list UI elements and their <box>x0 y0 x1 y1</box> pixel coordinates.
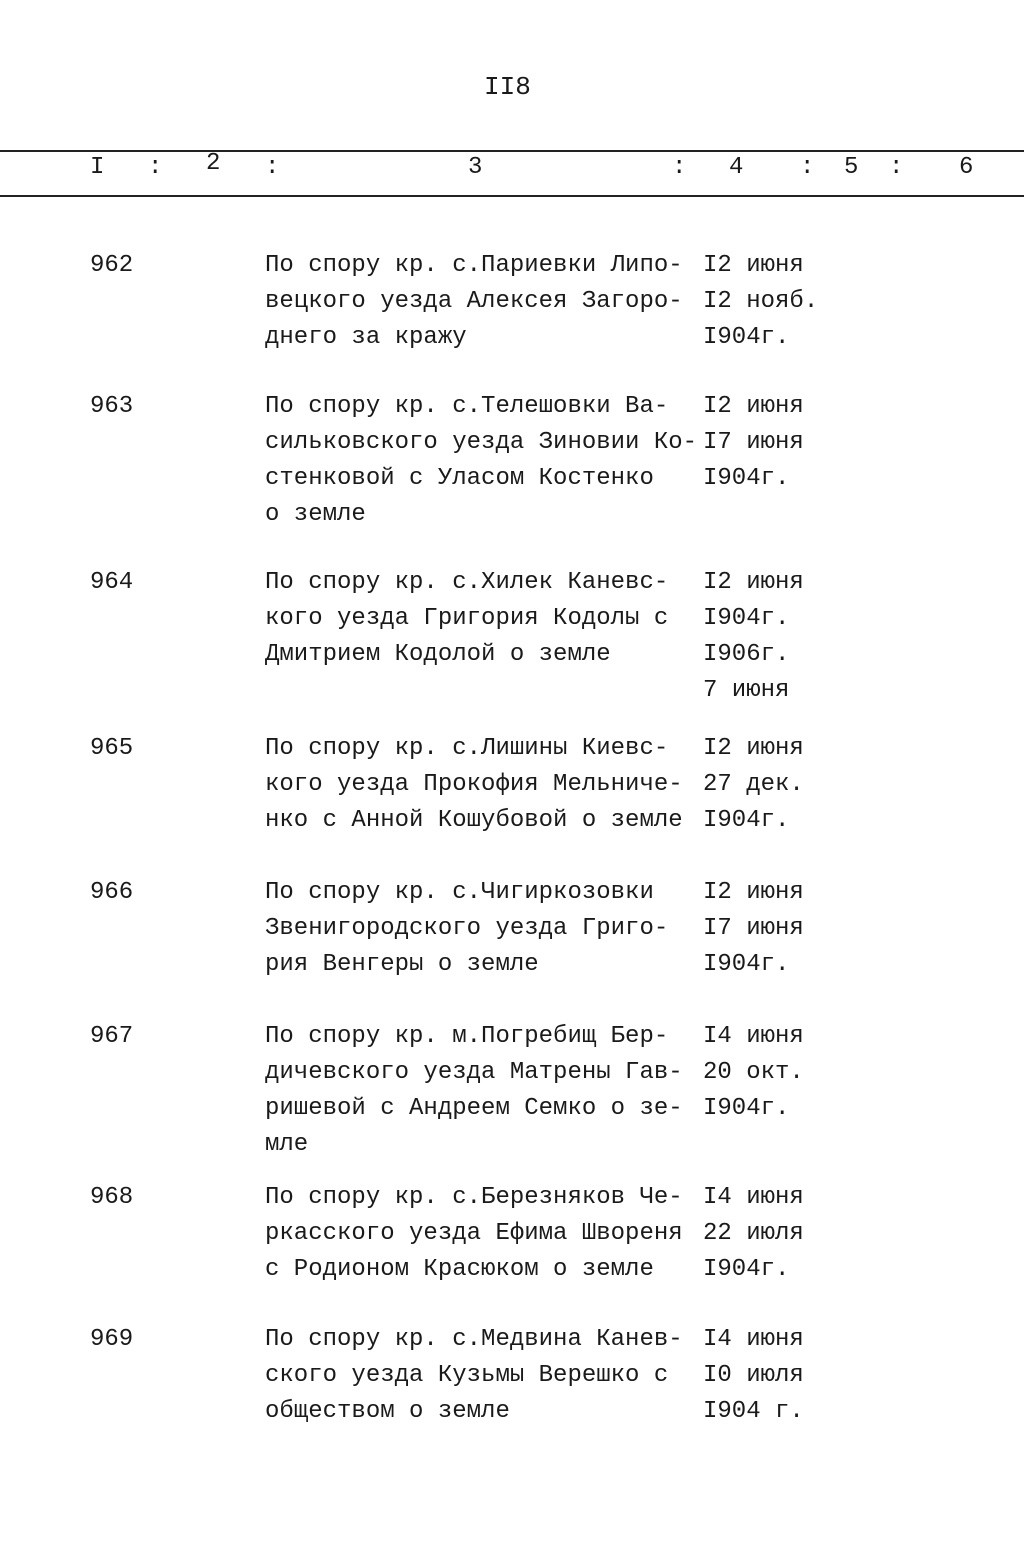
description-line: кого уезда Григория Кодолы с <box>265 605 669 632</box>
entry-description <box>265 248 683 356</box>
description-line: По спору кр. с.Чигиркозовки <box>265 879 654 906</box>
entry-description <box>265 1322 683 1430</box>
entry-dates <box>703 1180 804 1288</box>
description-line: По спору кр. с.Березняков Че- <box>265 1184 683 1211</box>
date-line: I904г. <box>703 465 790 492</box>
col-2-label: 2 <box>206 150 221 177</box>
entry-description <box>265 565 668 673</box>
entry-number: 962 <box>90 252 134 279</box>
description-line: Звенигородского уезда Григо- <box>265 915 669 942</box>
description-line: ришевой с Андреем Семко о зе- <box>265 1095 683 1122</box>
entry-number: 968 <box>90 1184 134 1211</box>
date-line: 22 июля <box>703 1220 804 1247</box>
entry-number: 963 <box>90 393 134 420</box>
description-line: нко с Анной Кошубовой о земле <box>265 807 683 834</box>
date-line: I904г. <box>703 605 790 632</box>
date-line: I904г. <box>703 324 790 351</box>
entry-number: 964 <box>90 569 134 596</box>
description-line: Дмитрием Кодолой о земле <box>265 641 611 668</box>
entry-number: 969 <box>90 1326 134 1353</box>
description-line: дичевского уезда Матрены Гав- <box>265 1059 683 1086</box>
entry-number: 967 <box>90 1023 134 1050</box>
col-3-label: 3 <box>468 154 483 181</box>
col-separator: : <box>672 154 687 181</box>
entry-dates <box>703 1322 804 1430</box>
entry-dates <box>703 565 804 709</box>
description-line: По спору кр. с.Телешовки Ва- <box>265 393 669 420</box>
date-line: I2 июня <box>703 393 804 420</box>
col-1-label: I <box>90 154 105 181</box>
entry-description <box>265 731 683 839</box>
date-line: 27 дек. <box>703 771 804 798</box>
date-line: I4 июня <box>703 1023 804 1050</box>
entry-dates <box>703 389 804 497</box>
date-line: I904г. <box>703 951 790 978</box>
entry-description <box>265 1019 683 1163</box>
description-line: По спору кр. с.Медвина Канев- <box>265 1326 683 1353</box>
entry-dates <box>703 248 818 356</box>
date-line: I904 г. <box>703 1398 804 1425</box>
description-line: ркасского уезда Ефима Швореня <box>265 1220 683 1247</box>
col-separator: : <box>265 154 280 181</box>
date-line: I2 июня <box>703 735 804 762</box>
date-line: I904г. <box>703 1256 790 1283</box>
date-line: I2 нояб. <box>703 288 819 315</box>
description-line: с Родионом Красюком о земле <box>265 1256 654 1283</box>
description-line: о земле <box>265 501 366 528</box>
date-line: I4 июня <box>703 1184 804 1211</box>
description-line: вецкого уезда Алексея Загоро- <box>265 288 683 315</box>
description-line: обществом о земле <box>265 1398 510 1425</box>
date-line: I7 июня <box>703 429 804 456</box>
description-line: ского уезда Кузьмы Верешко с <box>265 1362 669 1389</box>
date-line: 20 окт. <box>703 1059 804 1086</box>
description-line: По спору кр. м.Погребищ Бер- <box>265 1023 669 1050</box>
description-line: стенковой с Уласом Костенко <box>265 465 654 492</box>
entry-description <box>265 1180 683 1288</box>
header-top-rule <box>0 150 1024 152</box>
date-line: I2 июня <box>703 569 804 596</box>
date-line: I2 июня <box>703 879 804 906</box>
entry-dates <box>703 731 804 839</box>
description-line: По спору кр. с.Хилек Каневс- <box>265 569 669 596</box>
col-4-label: 4 <box>729 154 744 181</box>
entry-number: 966 <box>90 879 134 906</box>
date-line: 7 июня <box>703 677 790 704</box>
col-separator: : <box>148 154 163 181</box>
col-5-label: 5 <box>844 154 859 181</box>
date-line: I2 июня <box>703 252 804 279</box>
description-line: мле <box>265 1131 309 1158</box>
description-line: По спору кр. с.Лишины Киевс- <box>265 735 669 762</box>
entry-description <box>265 389 697 533</box>
entry-description <box>265 875 668 983</box>
date-line: I4 июня <box>703 1326 804 1353</box>
header-bottom-rule <box>0 195 1024 197</box>
col-separator: : <box>800 154 815 181</box>
entry-number: 965 <box>90 735 134 762</box>
col-6-label: 6 <box>959 154 974 181</box>
date-line: I904г. <box>703 1095 790 1122</box>
description-line: днего за кражу <box>265 324 467 351</box>
date-line: I0 июля <box>703 1362 804 1389</box>
description-line: кого уезда Прокофия Мельниче- <box>265 771 683 798</box>
date-line: I7 июня <box>703 915 804 942</box>
entry-dates <box>703 875 804 983</box>
description-line: По спору кр. с.Париевки Липо- <box>265 252 683 279</box>
date-line: I906г. <box>703 641 790 668</box>
entry-dates <box>703 1019 804 1127</box>
col-separator: : <box>889 154 904 181</box>
description-line: сильковского уезда Зиновии Ко- <box>265 429 698 456</box>
page-number: II8 <box>484 72 531 102</box>
description-line: рия Венгеры о земле <box>265 951 539 978</box>
date-line: I904г. <box>703 807 790 834</box>
